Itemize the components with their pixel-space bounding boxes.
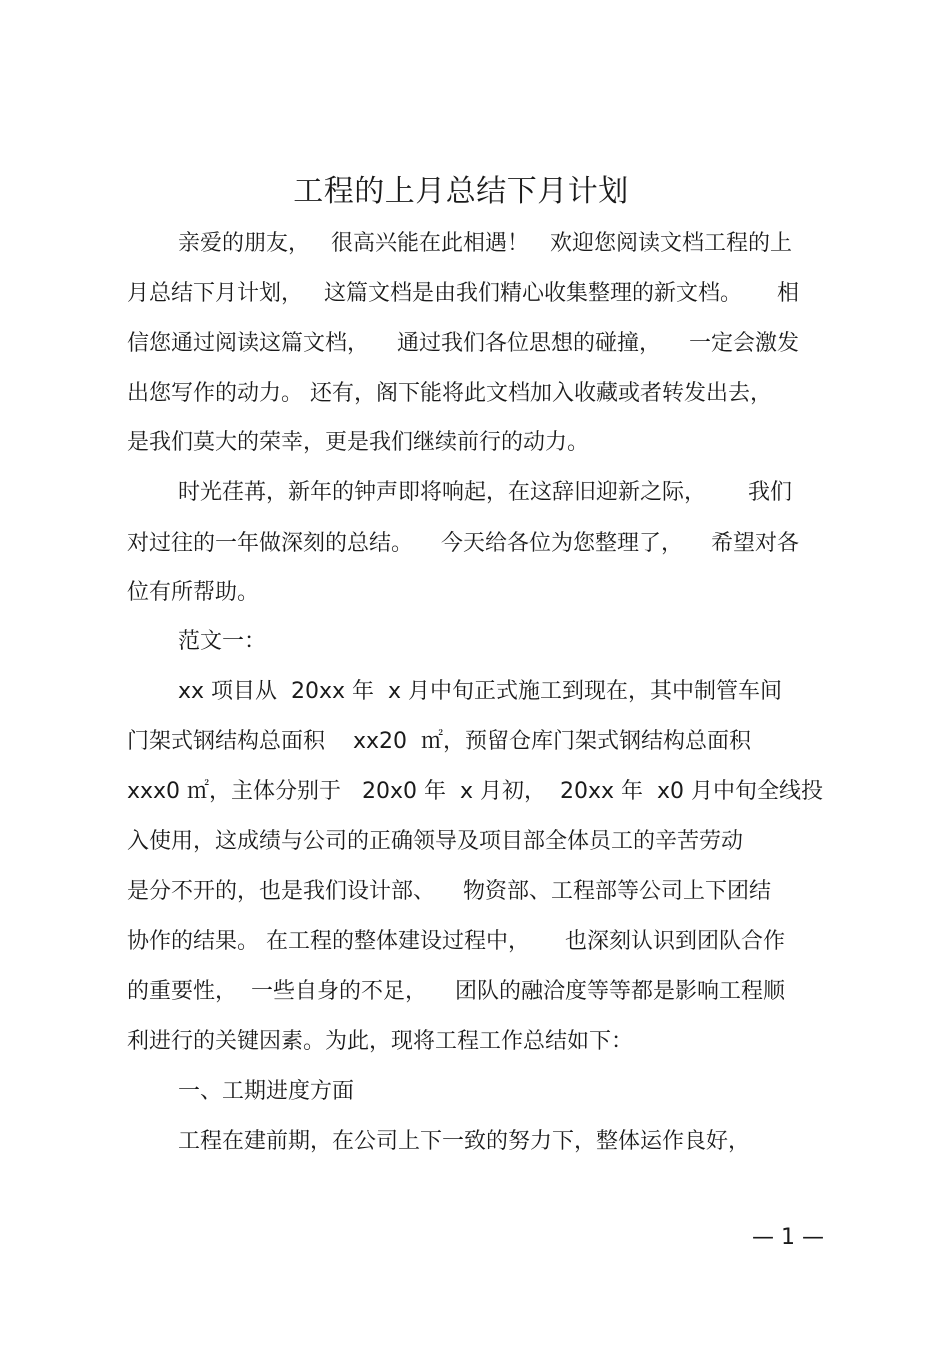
body-text-line: 的重要性， 一些自身的不足， 团队的融洽度等等都是影响工程顺	[127, 979, 785, 1004]
document-title: 工程的上月总结下月计划	[293, 174, 629, 209]
body-text-line: xxx0 ㎡，主体分别于 20x0 年 x 月初， 20xx 年 x0 月中旬全线投	[127, 779, 824, 804]
body-text-line: 亲爱的朋友， 很高兴能在此相遇！ 欢迎您阅读文档工程的上	[178, 231, 792, 256]
section-heading: 一、工期进度方面	[178, 1079, 355, 1104]
section-heading: 范文一：	[178, 629, 267, 654]
body-text-line: xx 项目从 20xx 年 x 月中旬正式施工到现在，其中制管车间	[178, 679, 783, 704]
body-text-line: 入使用，这成绩与公司的正确领导及项目部全体员工的辛苦劳动	[127, 829, 744, 854]
body-text-line: 位有所帮助。	[127, 580, 260, 605]
body-text-line: 出您写作的动力。 还有，阁下能将此文档加入收藏或者转发出去，	[127, 381, 772, 406]
body-text-line: 对过往的一年做深刻的总结。 今天给各位为您整理了， 希望对各	[127, 531, 799, 556]
page-number: — 1 —	[752, 1225, 824, 1250]
body-text-line: 门架式钢结构总面积 xx20 ㎡，预留仓库门架式钢结构总面积	[127, 729, 751, 754]
body-text-line: 时光荏苒，新年的钟声即将响起，在这辞旧迎新之际， 我们	[178, 480, 792, 505]
body-text-line: 利进行的关键因素。为此，现将工程工作总结如下：	[127, 1029, 634, 1054]
body-text-line: 工程在建前期，在公司上下一致的努力下，整体运作良好，	[178, 1129, 751, 1154]
body-text-line: 协作的结果。 在工程的整体建设过程中， 也深刻认识到团队合作	[127, 929, 785, 954]
body-text-line: 是分不开的，也是我们设计部、 物资部、工程部等公司上下团结	[127, 879, 771, 904]
body-text-line: 月总结下月计划， 这篇文档是由我们精心收集整理的新文档。 相	[127, 281, 799, 306]
body-text-line: 是我们莫大的荣幸，更是我们继续前行的动力。	[127, 430, 590, 455]
body-text-line: 信您通过阅读这篇文档， 通过我们各位思想的碰撞， 一定会激发	[127, 331, 799, 356]
